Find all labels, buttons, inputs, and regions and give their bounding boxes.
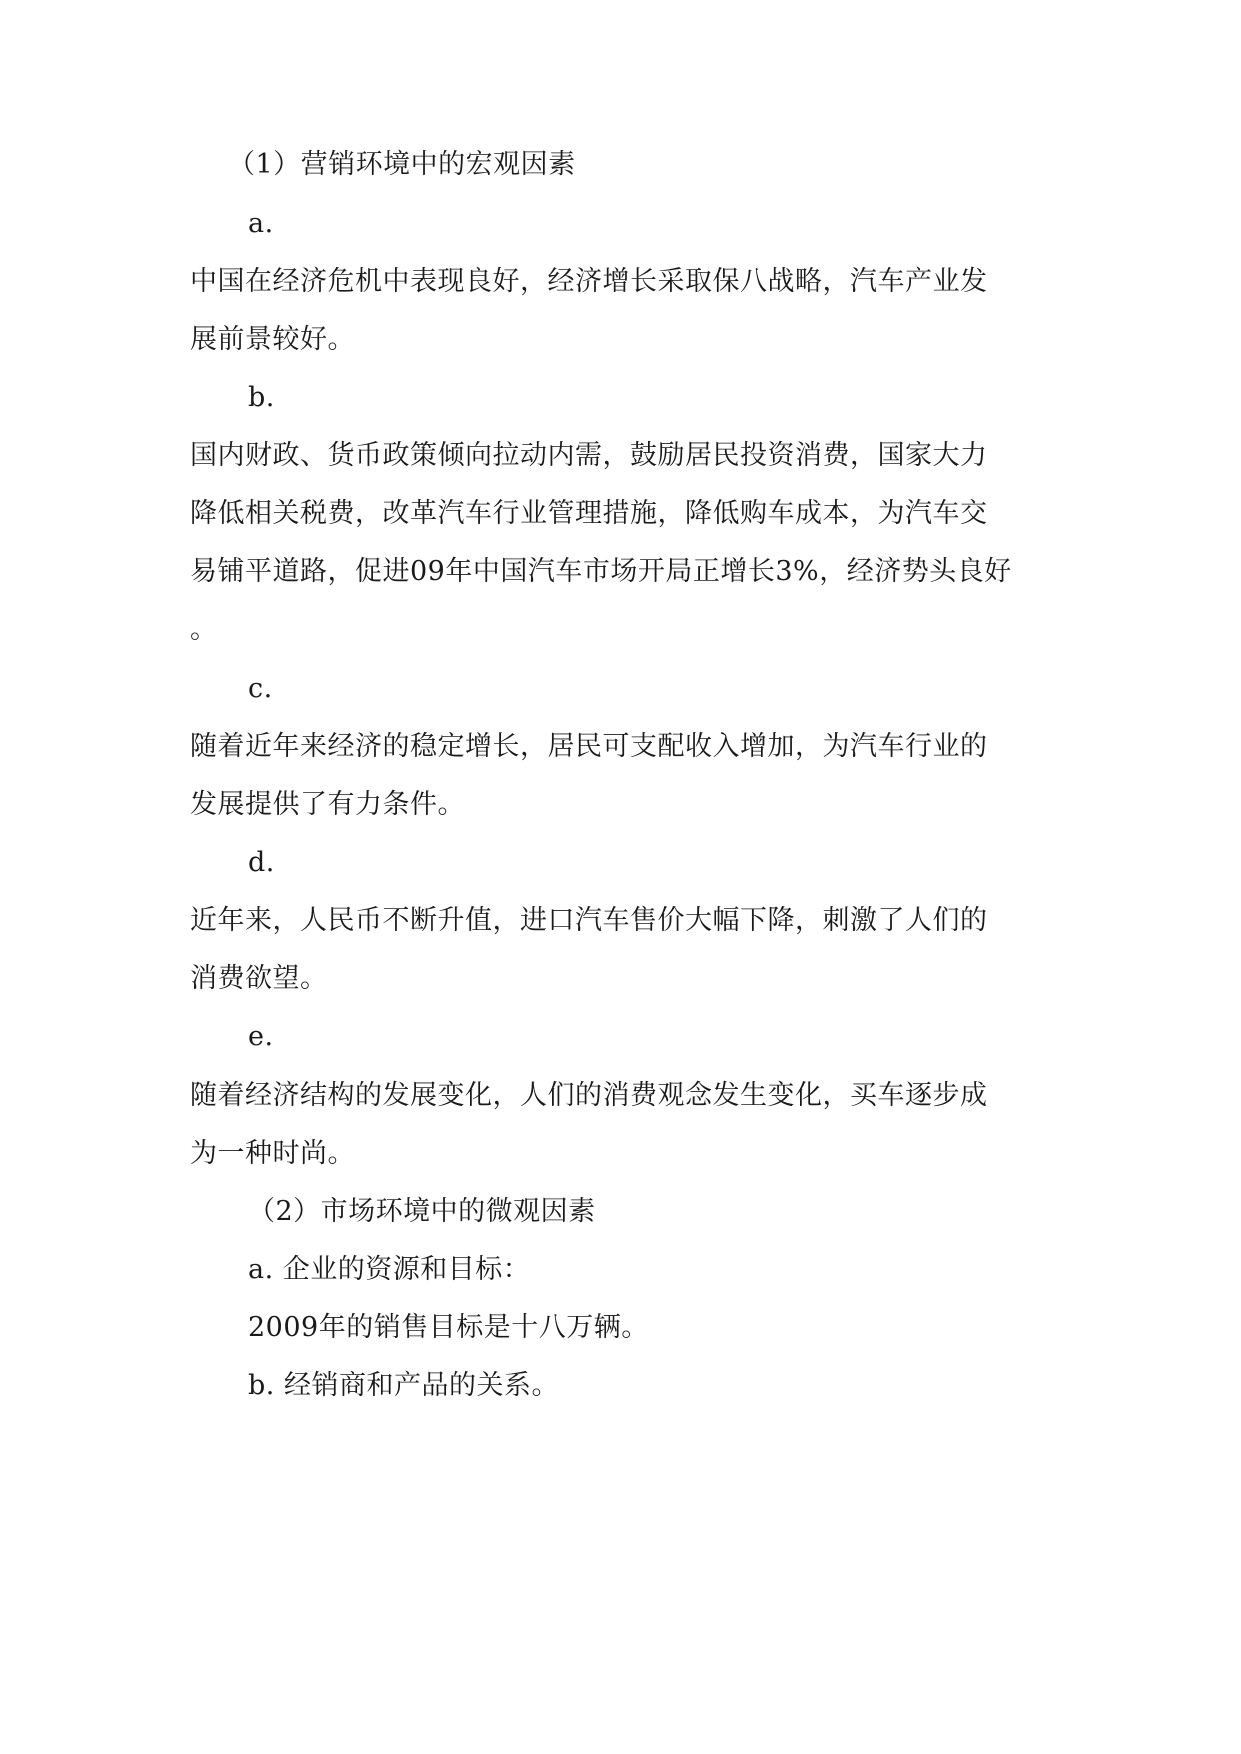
section1-heading: （1）营销环境中的宏观因素 (228, 149, 576, 180)
paragraph-line: 易铺平道路，促进09年中国汽车市场开局正增长3%，经济势头良好 (190, 556, 1012, 587)
paragraph-line: 。 (190, 614, 218, 645)
section2-item-a-text: 2009年的销售目标是十八万辆。 (248, 1312, 649, 1343)
paragraph-line: 国内财政、货币政策倾向拉动内需，鼓励居民投资消费，国家大力 (190, 440, 988, 471)
paragraph-line: 消费欲望。 (190, 963, 328, 994)
paragraph-line: 发展提供了有力条件。 (190, 789, 465, 820)
paragraph-line: 展前景较好。 (190, 324, 355, 355)
item-label-d: d. (248, 847, 275, 878)
item-label-c: c. (248, 673, 273, 704)
item-label-e: e. (248, 1021, 274, 1052)
section2-item-a-title: a. 企业的资源和目标： (248, 1254, 531, 1285)
section2-item-b-title: b. 经销商和产品的关系。 (248, 1370, 559, 1401)
paragraph-line: 随着经济结构的发展变化，人们的消费观念发生变化，买车逐步成 (190, 1080, 988, 1111)
item-label-b: b. (248, 382, 275, 413)
paragraph-line: 为一种时尚。 (190, 1138, 355, 1169)
section2-heading: （2）市场环境中的微观因素 (248, 1196, 596, 1227)
paragraph-line: 近年来，人民币不断升值，进口汽车售价大幅下降，刺激了人们的 (190, 905, 988, 936)
item-label-a: a. (248, 208, 274, 239)
paragraph-line: 降低相关税费，改革汽车行业管理措施，降低购车成本，为汽车交 (190, 498, 988, 529)
paragraph-line: 随着近年来经济的稳定增长，居民可支配收入增加，为汽车行业的 (190, 731, 988, 762)
paragraph-line: 中国在经济危机中表现良好，经济增长采取保八战略，汽车产业发 (190, 266, 988, 297)
